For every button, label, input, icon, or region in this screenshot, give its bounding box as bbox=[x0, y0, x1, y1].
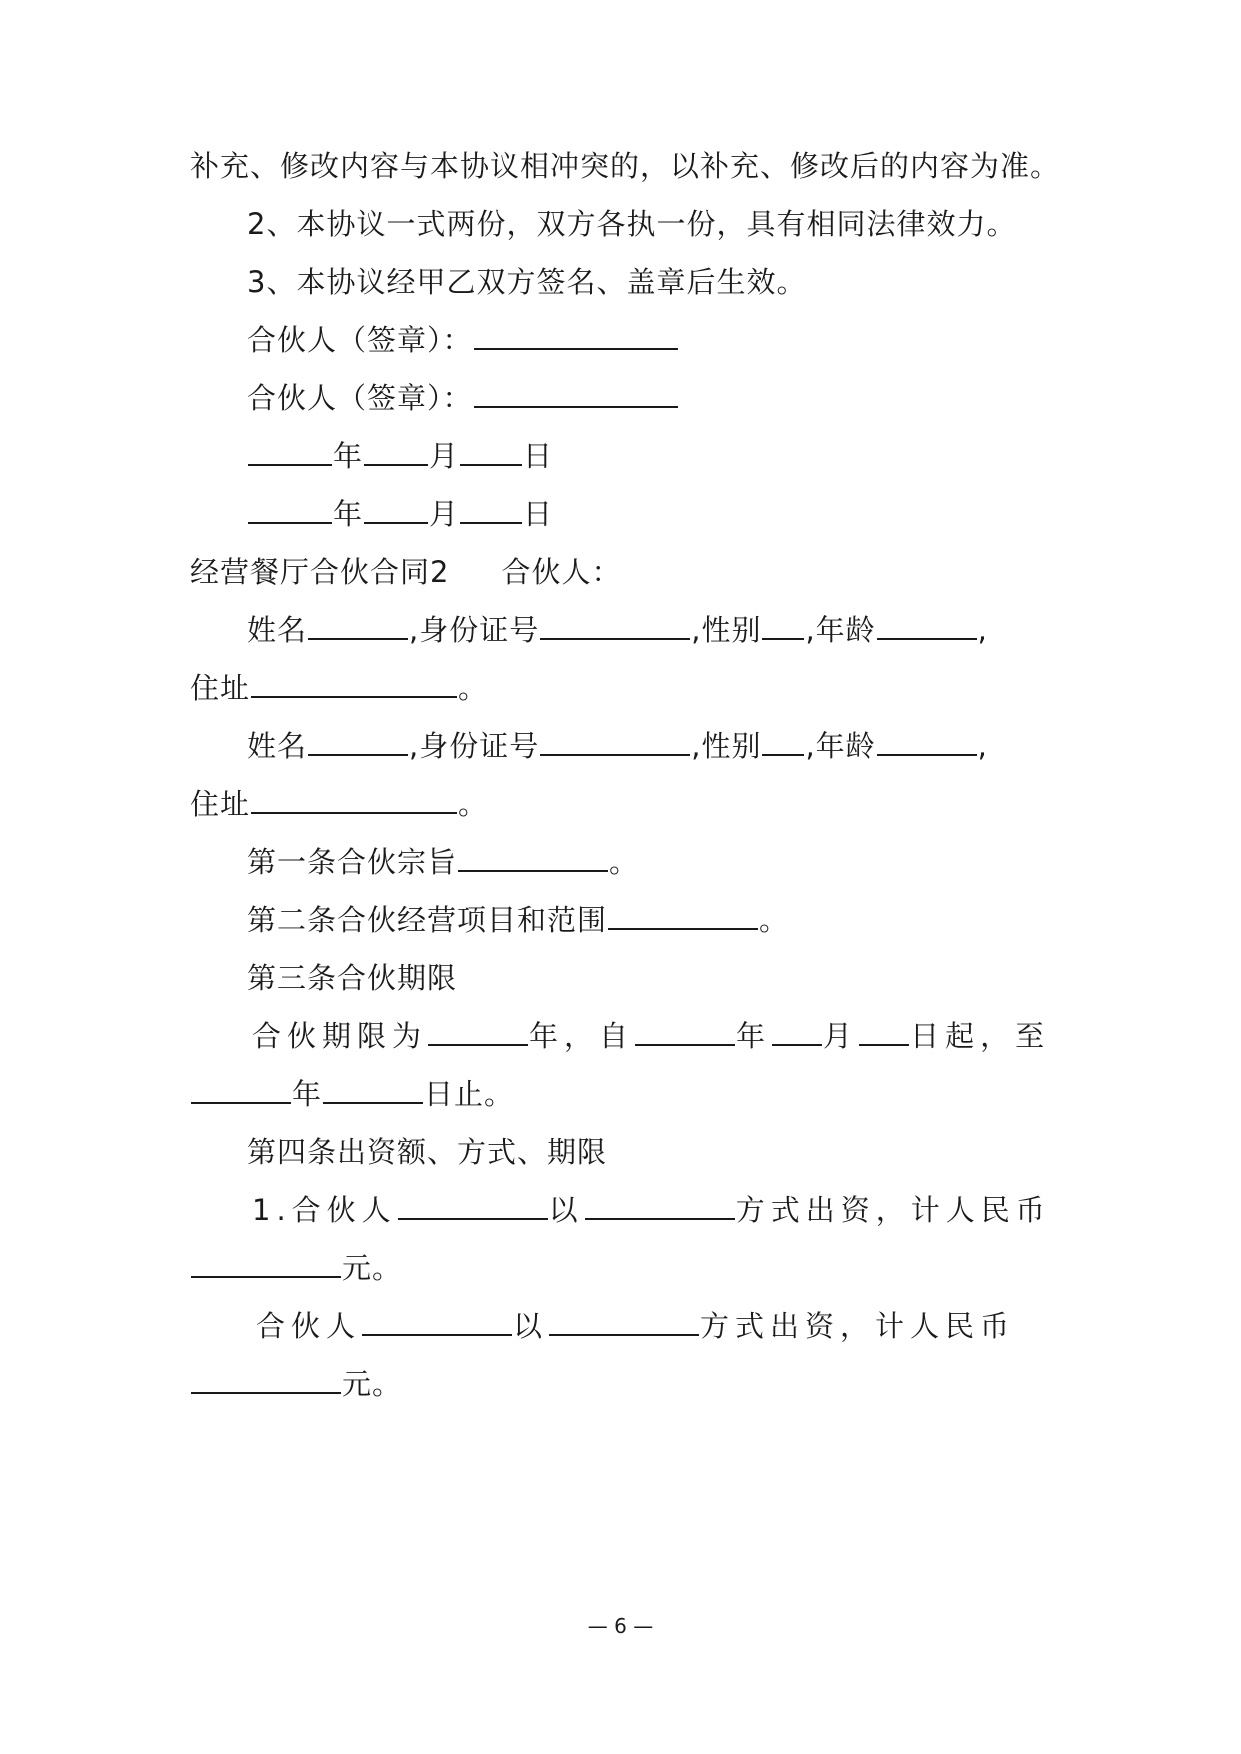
month-blank bbox=[364, 494, 428, 524]
day-blank bbox=[460, 494, 522, 524]
article-2: 第二条合伙经营项目和范围 。 bbox=[247, 900, 789, 940]
clause-2: 2、本协议一式两份，双方各执一份，具有相同法律效力。 bbox=[247, 207, 1017, 241]
amount-blank bbox=[191, 1364, 341, 1394]
article-3-heading: 第三条合伙期限 bbox=[247, 961, 458, 995]
start-day-blank bbox=[859, 1016, 909, 1046]
year-blank bbox=[248, 494, 332, 524]
scope-blank bbox=[608, 900, 758, 930]
id-number-blank bbox=[540, 610, 690, 640]
signature-blank bbox=[474, 320, 678, 350]
address-blank bbox=[251, 668, 457, 698]
term-end-line: 年 日止。 bbox=[190, 1074, 514, 1114]
method-blank bbox=[585, 1190, 735, 1220]
contract-heading: 经营餐厅合伙合同2 合伙人： bbox=[190, 555, 622, 589]
signature-blank bbox=[474, 378, 678, 408]
day-blank bbox=[460, 436, 522, 466]
contribution-amount-2: 元。 bbox=[190, 1364, 402, 1404]
start-year-blank bbox=[635, 1016, 735, 1046]
id-number-blank bbox=[540, 726, 690, 756]
date-line-1: 年 月 日 bbox=[247, 436, 553, 476]
purpose-blank bbox=[458, 842, 608, 872]
date-line-2: 年 月 日 bbox=[247, 494, 553, 534]
paragraph-line: 补充、修改内容与本协议相冲突的，以补充、修改后的内容为准。 bbox=[190, 149, 1061, 183]
contribution-line-1: 1.合伙人 以 方式出资，计人民币 bbox=[252, 1190, 1051, 1230]
end-year-blank bbox=[191, 1074, 291, 1104]
signature-line-1: 合伙人（签章）： bbox=[247, 320, 679, 360]
partner-blank bbox=[362, 1306, 512, 1336]
partner-info-1: 姓名 ,身份证号 ,性别 ,年龄 , bbox=[247, 610, 988, 650]
article-1: 第一条合伙宗旨 。 bbox=[247, 842, 639, 882]
name-blank bbox=[308, 726, 408, 756]
month-blank bbox=[364, 436, 428, 466]
clause-3: 3、本协议经甲乙双方签名、盖章后生效。 bbox=[247, 265, 807, 299]
term-line: 合伙期限为 年，自 年 月 日起，至 bbox=[252, 1016, 1050, 1056]
gender-blank bbox=[762, 726, 804, 756]
address-blank bbox=[251, 784, 457, 814]
years-blank bbox=[428, 1016, 528, 1046]
year-blank bbox=[248, 436, 332, 466]
name-blank bbox=[308, 610, 408, 640]
end-day-blank bbox=[323, 1074, 423, 1104]
page-number: — 6 — bbox=[587, 1614, 654, 1638]
partner-address-2: 住址 。 bbox=[190, 784, 488, 824]
contribution-amount-1: 元。 bbox=[190, 1248, 402, 1288]
partner-info-2: 姓名 ,身份证号 ,性别 ,年龄 , bbox=[247, 726, 988, 766]
gender-blank bbox=[762, 610, 804, 640]
amount-blank bbox=[191, 1248, 341, 1278]
partner-blank bbox=[398, 1190, 548, 1220]
article-4-heading: 第四条出资额、方式、期限 bbox=[247, 1135, 608, 1169]
start-month-blank bbox=[772, 1016, 822, 1046]
signature-line-2: 合伙人（签章）： bbox=[247, 378, 679, 418]
method-blank bbox=[549, 1306, 699, 1336]
age-blank bbox=[877, 610, 977, 640]
age-blank bbox=[877, 726, 977, 756]
partner-address-1: 住址 。 bbox=[190, 668, 488, 708]
contribution-line-2: 合伙人 以 方式出资，计人民币 bbox=[256, 1306, 1015, 1346]
